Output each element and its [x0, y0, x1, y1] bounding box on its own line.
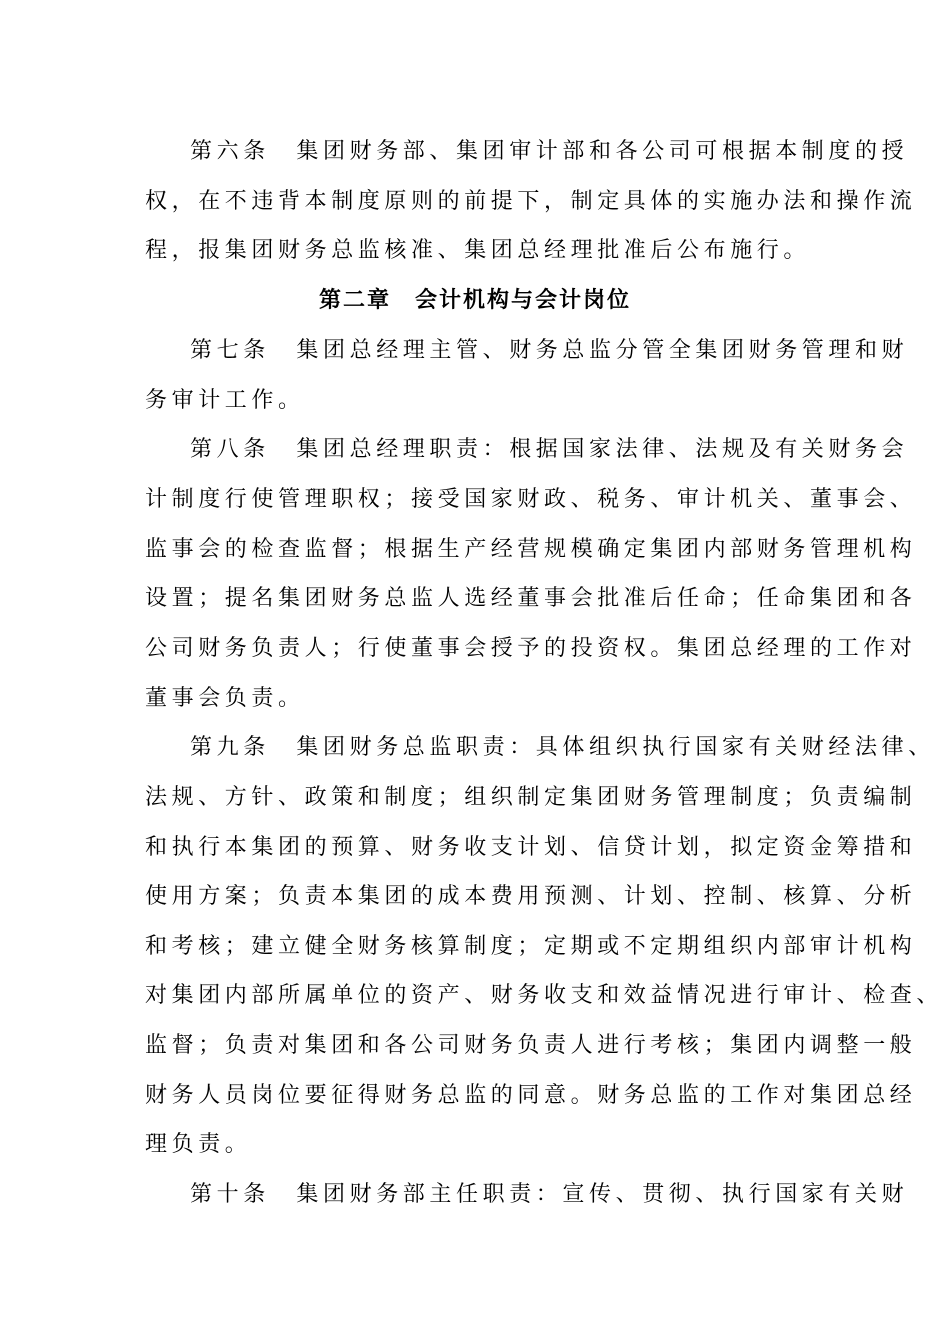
article-9-line-2: 法规、方针、政策和制度；组织制定集团财务管理制度；负责编制: [145, 785, 917, 810]
article-8-line-3: 监事会的检查监督；根据生产经营规模确定集团内部财务管理机构: [145, 537, 917, 562]
article-8-line-4: 设置；提名集团财务总监人选经董事会批准后任命；任命集团和各: [145, 586, 917, 611]
chapter-2-heading: 第二章 会计机构与会计岗位: [318, 287, 631, 313]
article-9-line-8: 财务人员岗位要征得财务总监的同意。财务总监的工作对集团总经: [145, 1083, 917, 1108]
article-8-line-5: 公司财务负责人；行使董事会授予的投资权。集团总经理的工作对: [145, 636, 917, 661]
article-9-line-5: 和考核；建立健全财务核算制度；定期或不定期组织内部审计机构: [145, 934, 917, 959]
article-6-line-1: 第六条 集团财务部、集团审计部和各公司可根据本制度的授: [190, 139, 909, 164]
article-10-line-1: 第十条 集团财务部主任职责：宣传、贯彻、执行国家有关财: [190, 1182, 909, 1207]
article-8-line-6: 董事会负责。: [145, 686, 305, 711]
article-9-line-1: 第九条 集团财务总监职责：具体组织执行国家有关财经法律、: [190, 735, 935, 760]
article-9-line-6: 对集团内部所属单位的资产、财务收支和效益情况进行审计、检查、: [145, 983, 944, 1008]
article-7-line-1: 第七条 集团总经理主管、财务总监分管全集团财务管理和财: [190, 338, 909, 363]
article-7-line-2: 务审计工作。: [145, 388, 305, 413]
article-9-line-7: 监督；负责对集团和各公司财务负责人进行考核；集团内调整一般: [145, 1033, 917, 1058]
article-9-line-4: 使用方案；负责本集团的成本费用预测、计划、控制、核算、分析: [145, 884, 917, 909]
article-9-line-3: 和执行本集团的预算、财务收支计划、信贷计划，拟定资金筹措和: [145, 835, 917, 860]
article-6-line-3: 程，报集团财务总监核准、集团总经理批准后公布施行。: [145, 238, 811, 263]
article-6-line-2: 权，在不违背本制度原则的前提下，制定具体的实施办法和操作流: [145, 189, 917, 214]
article-8-line-1: 第八条 集团总经理职责：根据国家法律、法规及有关财务会: [190, 437, 909, 462]
article-9-line-9: 理负责。: [145, 1132, 252, 1157]
article-8-line-2: 计制度行使管理职权；接受国家财政、税务、审计机关、董事会、: [145, 487, 917, 512]
